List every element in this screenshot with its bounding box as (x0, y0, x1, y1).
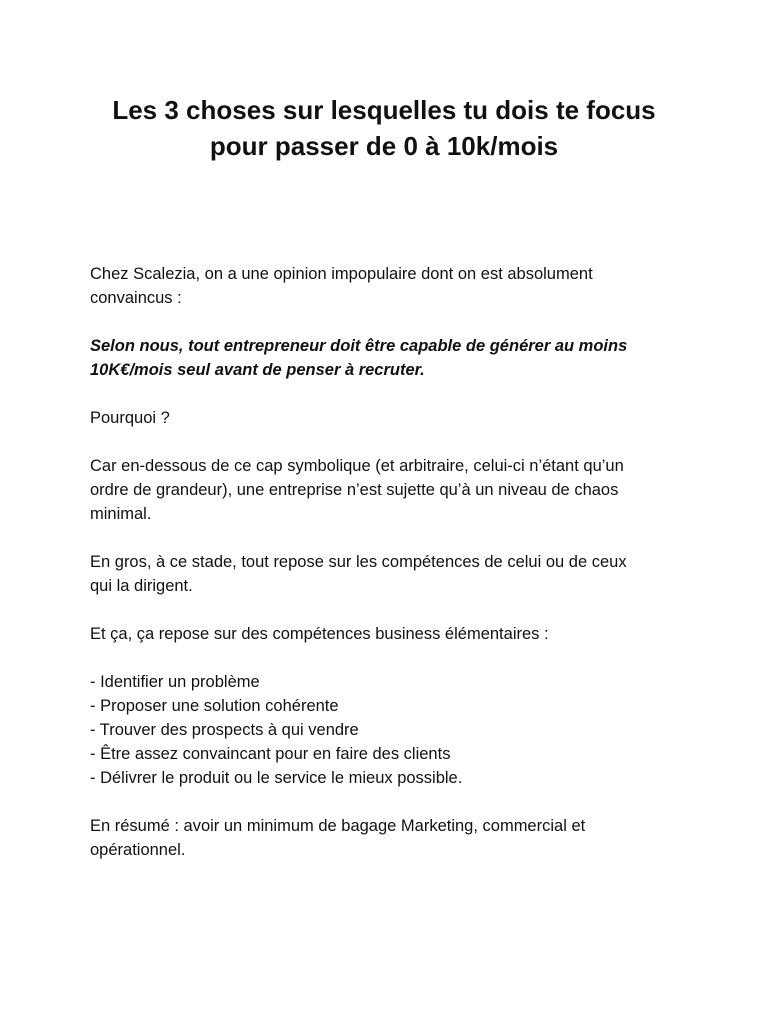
list-item: - Délivrer le produit ou le service le mieux possible. (90, 769, 463, 787)
paragraph-question (90, 406, 690, 430)
text-line: minimal. (90, 505, 152, 523)
text-line: opérationnel. (90, 841, 186, 859)
text-line: Pourquoi ? (90, 409, 170, 427)
paragraph-stage (90, 550, 690, 598)
text-line: En gros, à ce stade, tout repose sur les compétences de celui ou de ceux (90, 553, 627, 571)
text-line: Et ça, ça repose sur des compétences business élémentaires : (90, 625, 549, 643)
list-item: - Être assez convaincant pour en faire des clients (90, 745, 451, 763)
paragraph-skills-intro (90, 622, 690, 646)
text-line: 10K€/mois seul avant de penser à recruter. (90, 361, 425, 379)
list-item: - Trouver des prospects à qui vendre (90, 721, 359, 739)
text-line: ordre de grandeur), une entreprise n’est sujette qu’à un niveau de chaos (90, 481, 619, 499)
text-line: Chez Scalezia, on a une opinion impopulaire dont on est absolument (90, 265, 593, 283)
list-item: - Proposer une solution cohérente (90, 697, 339, 715)
text-line: qui la dirigent. (90, 577, 193, 595)
title-line: Les 3 choses sur lesquelles tu dois te focus (112, 95, 656, 125)
paragraph-reason (90, 454, 690, 526)
list-item: - Identifier un problème (90, 673, 260, 691)
paragraph-intro (90, 262, 690, 310)
document-body (90, 262, 690, 886)
text-line: Selon nous, tout entrepreneur doit être capable de générer au moins (90, 337, 628, 355)
skills-list (90, 670, 690, 790)
paragraph-opinion (90, 334, 690, 382)
text-line: convaincus : (90, 289, 182, 307)
text-line: Car en-dessous de ce cap symbolique (et arbitraire, celui-ci n’étant qu’un (90, 457, 624, 475)
title-line: pour passer de 0 à 10k/mois (209, 131, 559, 161)
document-title (60, 92, 708, 164)
text-line: En résumé : avoir un minimum de bagage Marketing, commercial et (90, 817, 586, 835)
paragraph-summary (90, 814, 690, 862)
